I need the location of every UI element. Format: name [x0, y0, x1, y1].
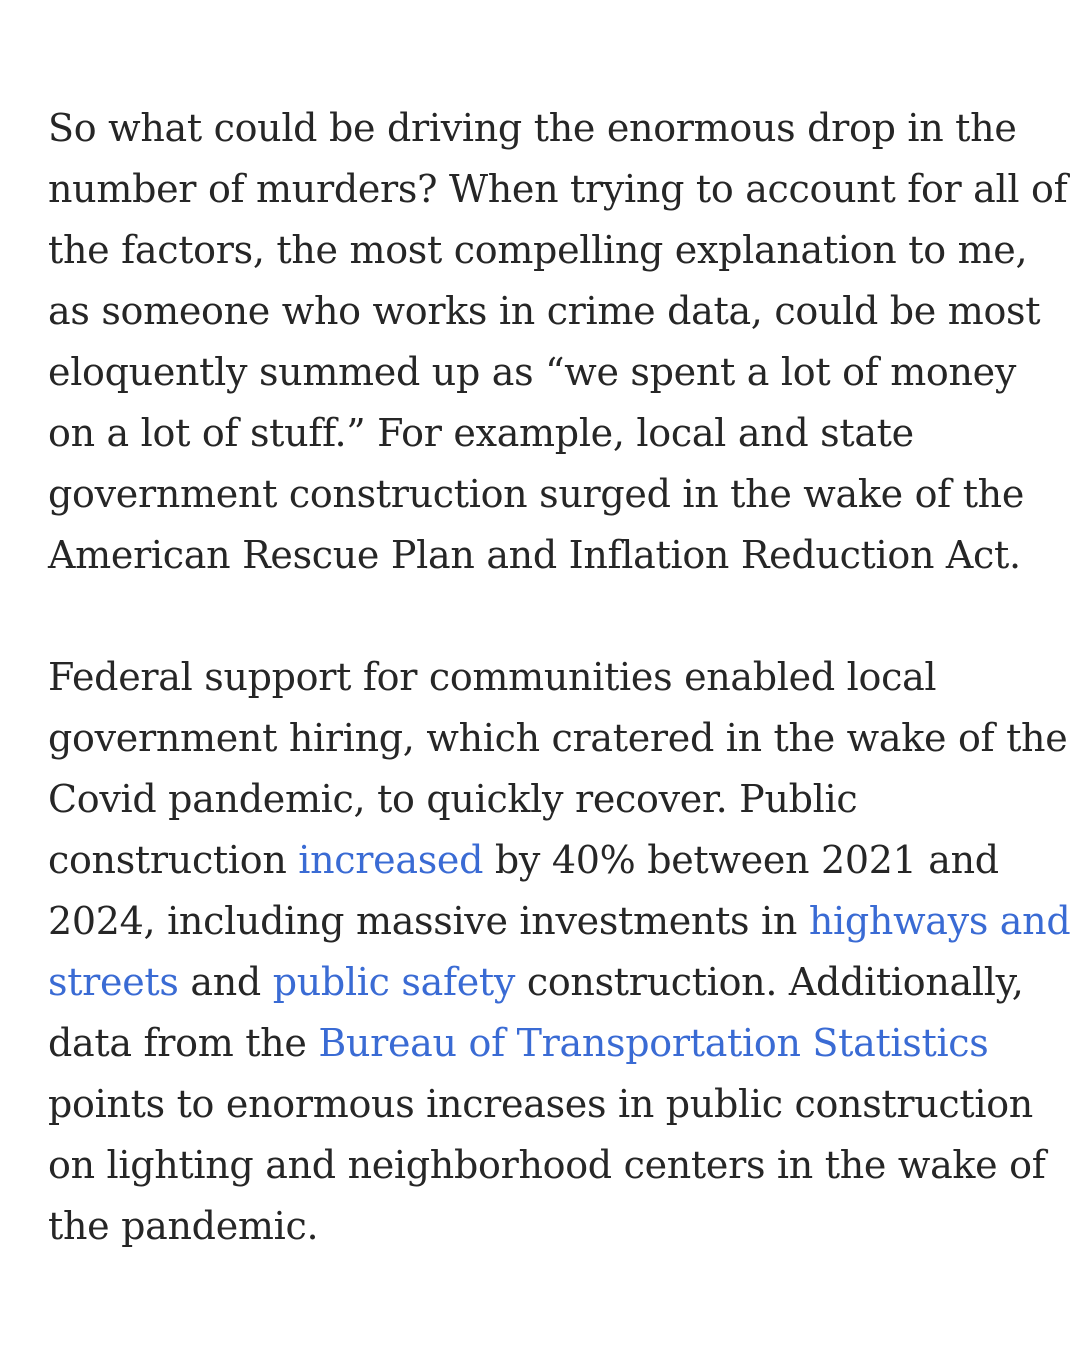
paragraph-1-line: government construction surged in the wake of the [48, 472, 1025, 516]
paragraph-1-line: number of murders? When trying to account for all of [48, 167, 1068, 211]
paragraph-1-line: American Rescue Plan and Inflation Reduction Act. [48, 533, 1021, 577]
bureau-of-transportation-statistics-link[interactable]: Bureau of Transportation Statistics [318, 1021, 989, 1065]
text-segment: by 40% between 2021 and [483, 838, 999, 882]
public-safety-link[interactable]: public safety [272, 960, 516, 1004]
paragraph-1-line: the factors, the most compelling explanation to me, [48, 228, 1028, 272]
text-segment: data from the [48, 1021, 319, 1065]
paragraph-2 [48, 647, 1071, 1257]
paragraph-2-line: the pandemic. [48, 1204, 319, 1248]
highways-and-streets-link[interactable]: highways and [808, 899, 1071, 943]
paragraph-1-line: So what could be driving the enormous drop in the [48, 106, 1017, 150]
increased-link[interactable]: increased [298, 838, 484, 882]
paragraph-2-line [48, 891, 1071, 952]
paragraph-2-line: government hiring, which cratered in the wake of the [48, 716, 1068, 760]
paragraph-2-line: Covid pandemic, to quickly recover. Public [48, 777, 858, 821]
paragraph-2-line: on lighting and neighborhood centers in the wake of [48, 1143, 1046, 1187]
paragraph-2-line [48, 952, 1048, 1013]
paragraph-2-line: Federal support for communities enabled local [48, 655, 937, 699]
paragraph-2-line: points to enormous increases in public construction [48, 1082, 1033, 1126]
paragraph-1 [48, 98, 1068, 586]
text-segment: construction [48, 838, 299, 882]
paragraph-1-line: on a lot of stuff.” For example, local and state [48, 411, 914, 455]
text-segment: construction. Additionally, [515, 960, 1024, 1004]
text-segment: and [178, 960, 273, 1004]
highways-and-streets-link-continued[interactable]: streets [48, 960, 179, 1004]
text-segment: 2024, including massive investments in [48, 899, 809, 943]
paragraph-2-line [48, 830, 1048, 891]
paragraph-2-line [48, 1013, 1048, 1074]
paragraph-1-line: eloquently summed up as “we spent a lot of money [48, 350, 1017, 394]
paragraph-1-line: as someone who works in crime data, could be most [48, 289, 1041, 333]
article-body [48, 98, 1071, 1318]
